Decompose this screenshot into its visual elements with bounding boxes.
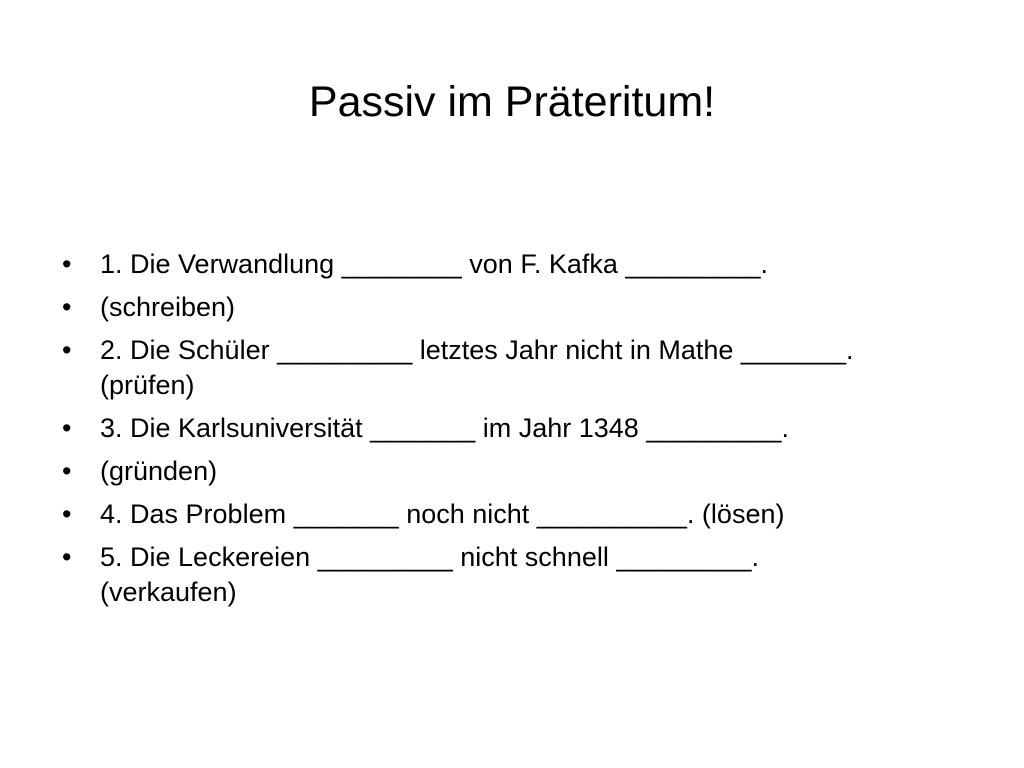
- list-item: [62, 540, 962, 610]
- bullet-icon: •: [62, 499, 72, 529]
- bullet-icon: •: [62, 292, 72, 322]
- verb-hint: (gründen): [100, 456, 218, 486]
- exercise-text: 4. Das Problem _______ noch nicht __________. (lösen): [100, 499, 785, 529]
- exercise-text: 5. Die Leckereien _________ nicht schnell _________. (verkaufen): [100, 542, 759, 607]
- list-item: [62, 290, 962, 325]
- verb-hint: (schreiben): [100, 292, 236, 322]
- exercise-text: 1. Die Verwandlung ________ von F. Kafka _________.: [100, 249, 769, 279]
- list-item: [62, 454, 962, 489]
- bullet-icon: •: [62, 413, 72, 443]
- bullet-icon: •: [62, 249, 72, 279]
- exercise-text: 2. Die Schüler _________ letztes Jahr nicht in Mathe _______. (prüfen): [100, 335, 854, 400]
- exercise-list: [62, 247, 962, 618]
- bullet-icon: •: [62, 335, 72, 365]
- bullet-icon: •: [62, 542, 72, 572]
- exercise-text: 3. Die Karlsuniversität _______ im Jahr 1348 _________.: [100, 413, 789, 443]
- list-item: [62, 411, 962, 446]
- list-item: [62, 333, 962, 403]
- list-item: [62, 247, 962, 282]
- bullet-icon: •: [62, 456, 72, 486]
- slide-title: Passiv im Präteritum!: [308, 78, 716, 126]
- list-item: [62, 497, 962, 532]
